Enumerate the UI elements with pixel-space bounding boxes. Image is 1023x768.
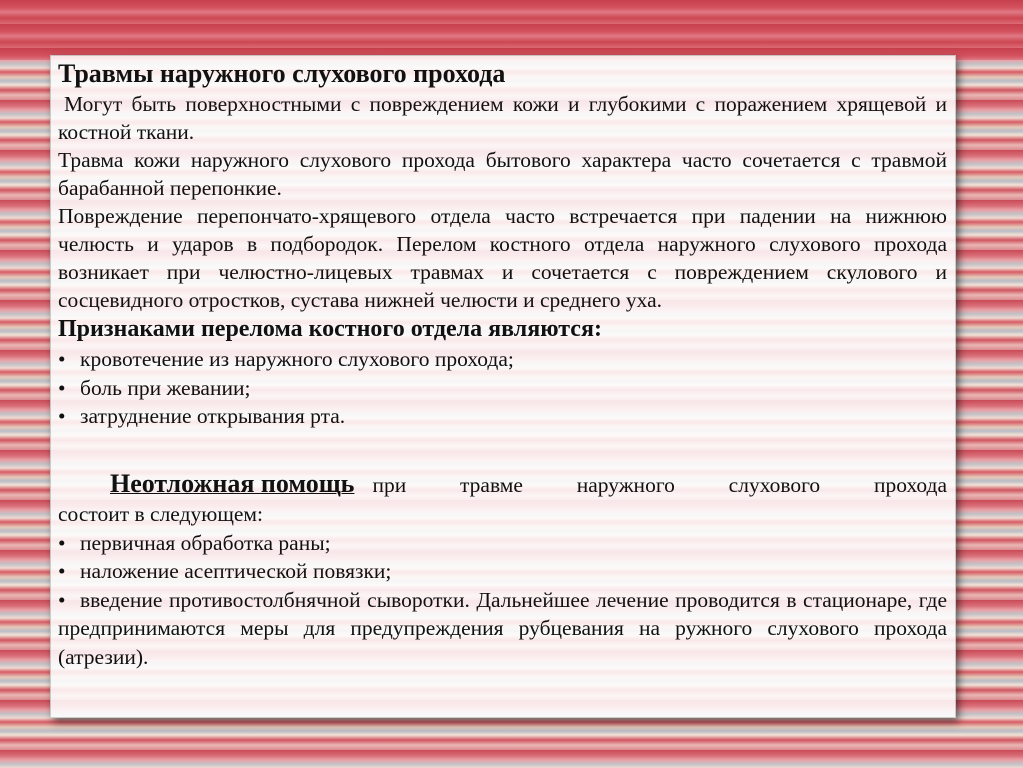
paragraph-skin-trauma: Травма кожи наружного слухового прохода бытового характера часто сочетается с травмой барабанной перепонкие. [58, 148, 947, 200]
bullet-icon: • [58, 559, 66, 583]
bullet-icon: • [58, 587, 66, 612]
bullet-icon: • [58, 404, 66, 428]
slide-title: Травмы наружного слухового прохода [58, 59, 506, 88]
emergency-help-heading: Неотложная помощь [110, 468, 355, 498]
list-item: • боль при жевании; [58, 374, 947, 403]
bullet-icon: • [58, 375, 66, 400]
paragraph-fractures: Повреждение перепончато-хрящевого отдела часто встречается при падении на нижнюю челюсть и ударов в подбородок. Перелом костного отдела наружного слухового прохода возникает при челюстно-лицевых травмах и сочетается с повреждением скулового и сосцевидного отростков, сустава нижней челюсти и среднего уха. [58, 204, 947, 312]
bullet-icon: • [58, 530, 66, 555]
emergency-help-intro-text: при травме наружного слухового прохода [372, 472, 947, 497]
list-item: • кровотечение из наружного слухового прохода; [58, 345, 947, 374]
emergency-help-list [58, 529, 947, 672]
signs-heading: Признаками перелома костного отдела являются: [58, 316, 602, 342]
emergency-help-intro [58, 469, 947, 529]
slide-content-panel [50, 55, 956, 718]
list-item: • наложение асептической повязки; [58, 557, 947, 586]
signs-list [58, 345, 947, 431]
list-item: • введение противостолбнячной сыворотки. Дальнейшее лечение проводится в стационаре, где предпринимаются меры для предупреждения рубцевания на ружного слухового прохода (атрезии). [58, 587, 947, 669]
list-item: • затруднение открывания рта. [58, 402, 947, 431]
list-item: • первичная обработка раны; [58, 529, 947, 558]
bullet-icon: • [58, 347, 66, 371]
background-band [0, 0, 1023, 60]
paragraph-types: Могут быть поверхностными с повреждением кожи и глубокими с поражением хрящевой и костной ткани. [58, 92, 947, 144]
emergency-help-intro-continued: состоит в следующем: [58, 501, 263, 526]
